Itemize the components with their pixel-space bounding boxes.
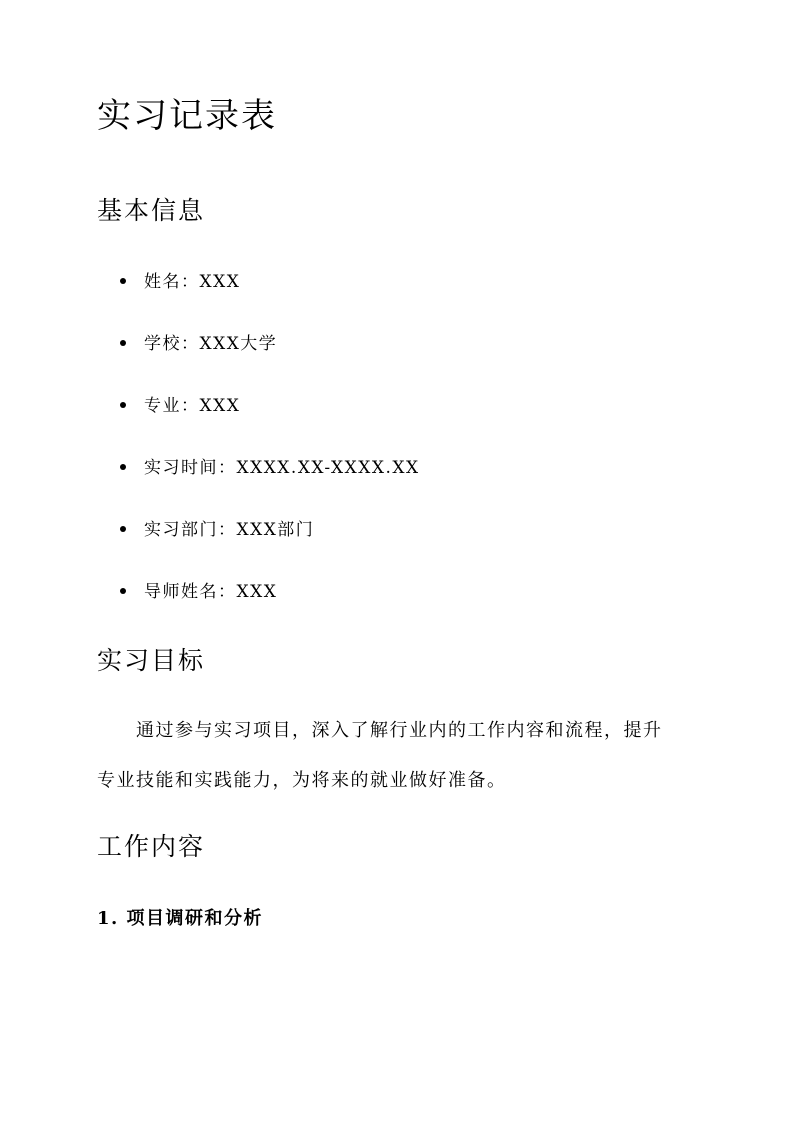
goal-paragraph-line-1: 通过参与实习项目，深入了解行业内的工作内容和流程，提升: [136, 720, 663, 741]
list-item-text: 专业：XXX: [144, 396, 241, 416]
list-item-text: 学校：XXX大学: [144, 334, 278, 354]
list-item: [120, 458, 420, 478]
list-item: [120, 334, 277, 354]
bullet-icon: [120, 278, 126, 284]
work-subheading-1: 1. 项目调研和分析: [97, 908, 264, 929]
bullet-icon: [120, 526, 126, 532]
list-item: [120, 520, 314, 540]
list-item-text: 姓名：XXX: [144, 272, 241, 292]
bullet-icon: [120, 402, 126, 408]
list-item-text: 实习部门：XXX部门: [144, 520, 315, 540]
list-item: [120, 396, 240, 416]
document-title: 实习记录表: [97, 96, 277, 136]
section-heading-goal: 实习目标: [97, 646, 206, 675]
list-item-text: 导师姓名：XXX: [144, 582, 278, 602]
bullet-icon: [120, 464, 126, 470]
section-heading-work: 工作内容: [97, 832, 206, 861]
bullet-icon: [120, 588, 126, 594]
bullet-icon: [120, 340, 126, 346]
list-item: [120, 582, 277, 602]
list-item: [120, 272, 240, 292]
section-heading-basic-info: 基本信息: [97, 196, 206, 225]
list-item-text: 实习时间：XXXX.XX-XXXX.XX: [144, 458, 420, 478]
goal-paragraph-line-2: 专业技能和实践能力，为将来的就业做好准备。: [97, 770, 507, 791]
